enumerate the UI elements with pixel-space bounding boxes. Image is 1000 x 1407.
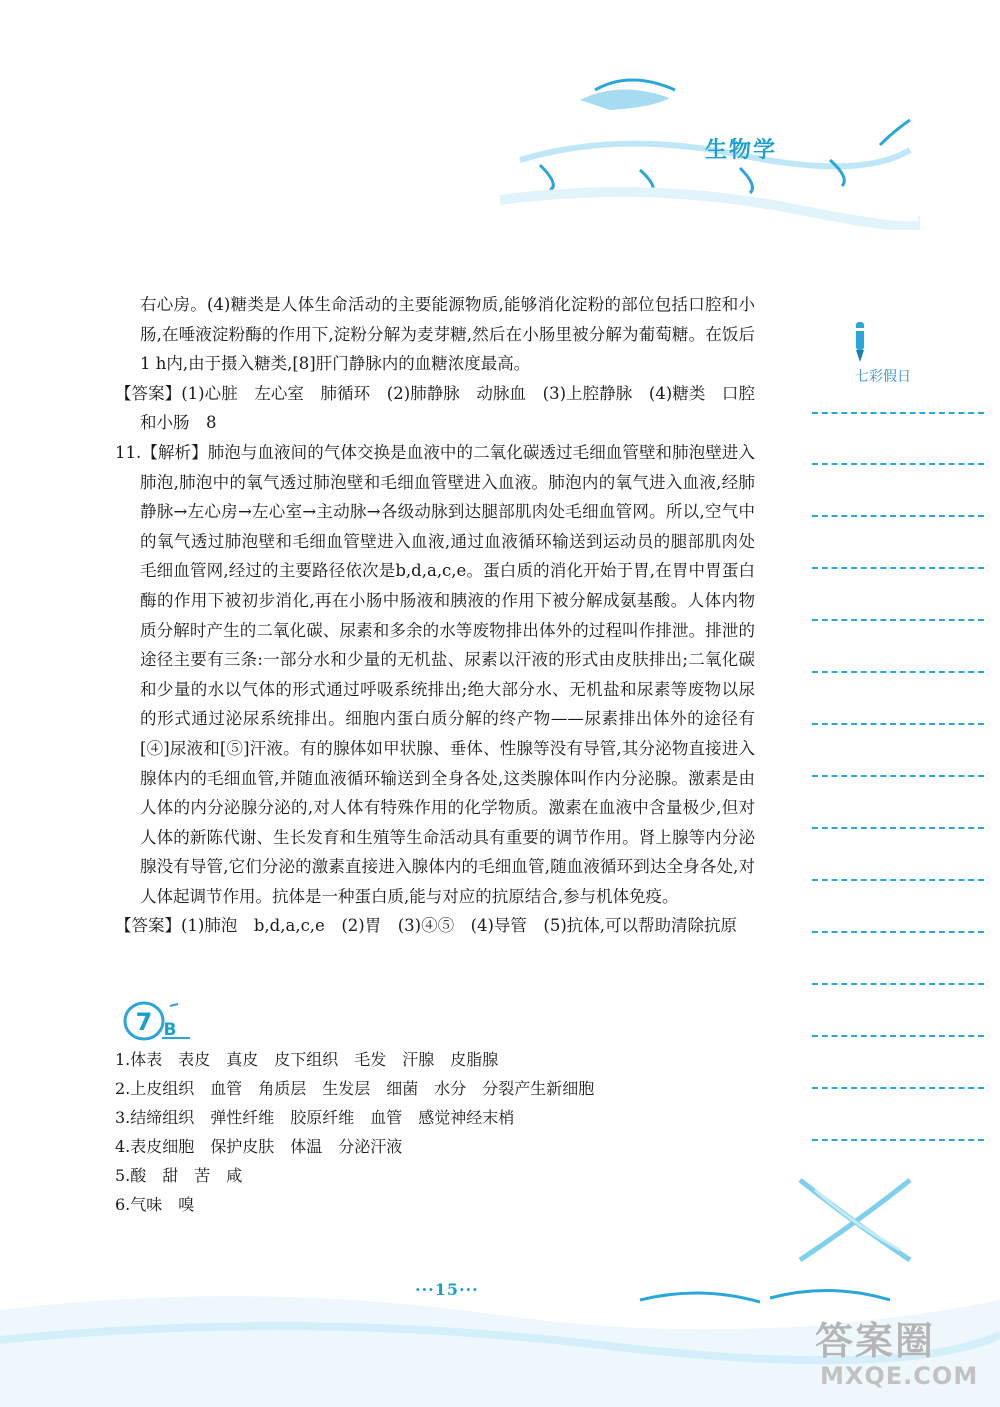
section-letter: B — [163, 1020, 177, 1040]
note-line — [812, 671, 984, 673]
section-badge — [122, 1000, 192, 1042]
q10-answer: 【答案】(1)心脏 左心室 肺循环 (2)肺静脉 动脉血 (3)上腔静脉 (4)糖类 口腔和小肠 8 — [115, 383, 755, 433]
note-line — [812, 515, 984, 517]
q11-analysis-text: 【解析】肺泡与血液间的气体交换是血液中的二氧化碳透过毛细血管壁和肺泡壁进入肺泡,肺泡中的氧气透过肺泡壁和毛细血管壁进入血液。肺泡内的氧气进入血液,经肺静脉→左心房→左心室→主动脉→各级动脉到达腿部肌肉处毛细血管网。所以,空气中的氧气透过肺泡壁和毛细血管壁进入血液,通过血液循环输送到运动员的腿部肌肉处毛细血管网,经过的主要路径依次是b,d,a,c,e。蛋白质的消化开始于胃,在胃中胃蛋白酶的作用下被初步消化,再在小肠中肠液和胰液的作用下被分解成氨基酸。人体内物质分解时产生的二氧化碳、尿素和多余的水等废物排出体外的过程叫作排泄。排泄的途径主要有三条:一部分水和少量的无机盐、尿素以汗液的形式由皮肤排出;二氧化碳和少量的水以气体的形式通过呼吸系统排出;绝大部分水、无机盐和尿素等废物以尿的形式通过泌尿系统排出。细胞内蛋白质分解的终产物——尿素排出体外的途径有[④]尿液和[⑤]汗液。有的腺体如甲状腺、垂体、性腺等没有导管,其分泌物直接进入腺体内的毛细血管,并随血液循环输送到全身各处,这类腺体叫作内分泌腺。激素是由人体的内分泌腺分泌的,对人体有特殊作用的化学物质。激素在血液中含量极少,但对人体的新陈代谢、生长发育和生殖等生命活动具有重要的调节作用。肾上腺等内分泌腺没有导管,它们分泌的激素直接进入腺体内的毛细血管,随血液循环到达全身各处,对人体起调节作用。抗体是一种蛋白质,能与对应的抗原结合,参与机体免疫。 — [140, 442, 755, 906]
list-item: 3.结缔组织 弹性纤维 胶原纤维 血管 感觉神经末梢 — [115, 1108, 515, 1127]
q11-number: 11. — [115, 442, 142, 462]
note-line — [812, 1035, 984, 1037]
note-line — [812, 775, 984, 777]
list-item: 2.上皮组织 血管 角质层 生发层 细菌 水分 分裂产生新细胞 — [115, 1079, 595, 1098]
pen-icon — [850, 320, 870, 364]
watermark-main: 答案圈 — [815, 1319, 936, 1363]
list-item: 4.表皮细胞 保护皮肤 体温 分泌汗液 — [115, 1137, 403, 1156]
list-item: 1.体表 表皮 真皮 皮下组织 毛发 汗腺 皮脂腺 — [115, 1050, 499, 1069]
note-line — [812, 1087, 984, 1089]
note-line — [812, 1139, 984, 1141]
note-line — [812, 827, 984, 829]
list-item: 6.气味 嗅 — [115, 1195, 195, 1214]
note-line — [812, 983, 984, 985]
note-line — [812, 463, 984, 465]
section-number: 7 — [135, 1008, 153, 1036]
main-content — [115, 290, 755, 941]
q10-continuation: 右心房。(4)糖类是人体生命活动的主要能源物质,能够消化淀粉的部位包括口腔和小肠,在唾液淀粉酶的作用下,淀粉分解为麦芽糖,然后在小肠里被分解为葡萄糖。在饭后1 h内,由于摄入糖类,[8]肝门静脉内的血糖浓度最高。 — [140, 295, 755, 374]
sidebar-label: 七彩假日 — [855, 369, 911, 385]
q11-answer: 【答案】(1)肺泡 b,d,a,c,e (2)胃 (3)④⑤ (4)导管 (5)抗体,可以帮助清除抗原 — [115, 916, 738, 936]
watermark — [815, 1300, 995, 1400]
note-line — [812, 879, 984, 881]
header-title: 生物学 — [705, 138, 778, 163]
q11-analysis — [115, 438, 755, 912]
list-item: 5.酸 甜 苦 咸 — [115, 1166, 243, 1185]
note-line — [812, 567, 984, 569]
watermark-url: MXQE.COM — [820, 1362, 979, 1390]
note-line — [812, 723, 984, 725]
note-line — [812, 931, 984, 933]
answer-list — [115, 1045, 594, 1219]
cross-decoration — [790, 1170, 920, 1270]
note-line — [812, 619, 984, 621]
note-line — [812, 412, 984, 414]
page-number: ···15··· — [415, 1280, 479, 1299]
